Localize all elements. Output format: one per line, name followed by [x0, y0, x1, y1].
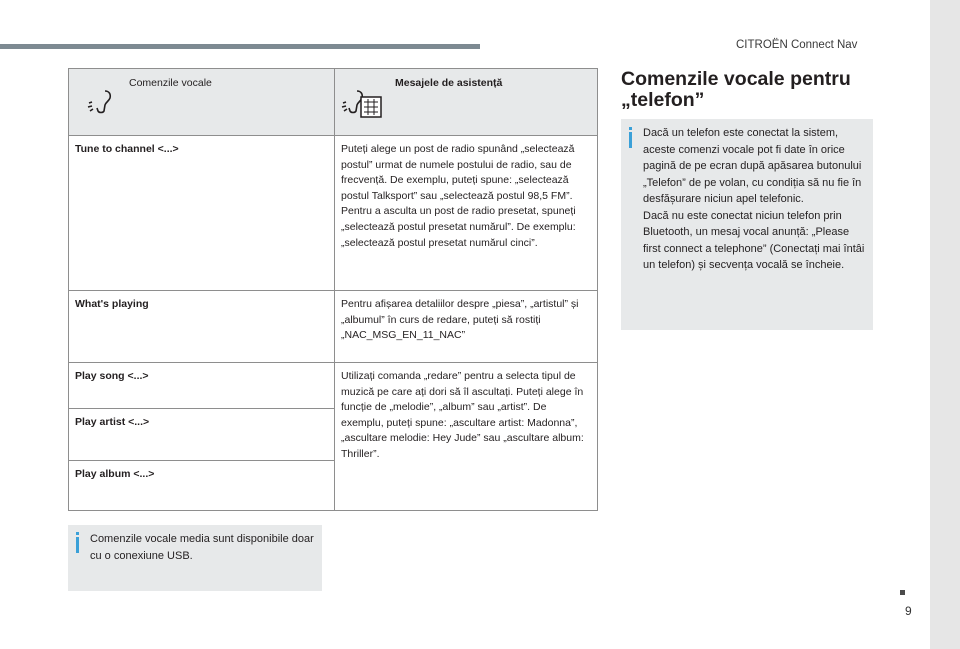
media-info-note — [68, 525, 322, 591]
command-cell: Play song <...> — [69, 363, 335, 409]
header-help-label: Mesajele de asistență — [395, 77, 503, 89]
header-commands-label: Comenzile vocale — [129, 77, 212, 89]
command-cell: What's playing — [69, 291, 335, 363]
command-cell: Play artist <...> — [69, 409, 335, 461]
table-row — [69, 291, 598, 363]
section-title: Comenzile vocale pentru „telefon” — [621, 68, 851, 111]
voice-help-icon — [341, 83, 385, 121]
phone-info-paragraph-1: Dacă un telefon este conectat la sistem, aceste comenzi vocale pot fi date în orice pagină de pe ecran după apăsarea butonului „Telefon” de pe volan, cu condiția să nu fie în desfășurare niciun apel telefonic. — [643, 127, 862, 205]
media-info-text: Comenzile vocale media sunt disponibile doar cu o conexiune USB. — [90, 533, 314, 562]
brand-label: CITROËN Connect Nav — [736, 39, 858, 51]
command-cell: Tune to channel <...> — [69, 136, 335, 291]
header-cell-commands — [69, 69, 335, 136]
voice-command-icon — [83, 83, 117, 117]
page-number: 9 — [905, 604, 912, 618]
info-bar — [629, 132, 632, 148]
voice-commands-table — [68, 68, 598, 511]
phone-info-paragraph-2: Dacă nu este conectat niciun telefon prin Bluetooth, un mesaj vocal anunță: „Please first connect a telephone” (Conectați mai întâi un telefon) și secvența vocală se încheie. — [643, 209, 865, 271]
header-cell-help — [335, 69, 598, 136]
help-cell: Puteți alege un post de radio spunând „selectează postul” urmat de numele postului de radio, sau de frecvență. De exemplu, puteți spune: „selectează postul Talksport” sau „selectează postul 98,5 FM”. Pentru a asculta un post de radio presetat, spuneți „selectează postul presetat numărul”. De exemplu: „selectează postul presetat numărul cinci”. — [335, 136, 598, 291]
phone-info-text — [643, 125, 869, 274]
info-bar — [76, 537, 79, 553]
command-cell: Play album <...> — [69, 461, 335, 511]
table-row — [69, 136, 598, 291]
help-cell: Utilizați comanda „redare” pentru a selecta tipul de muzică pe care ați dori să îl ascultați. Puteți alege în funcție de „melodie”, „album” sau „artist”. De exemplu, puteți spune: „ascultare artist: Madonna”, „ascultare melodie: Hey Jude” sau „ascultare album: Thriller”. — [335, 363, 598, 511]
header-rule — [0, 44, 480, 49]
info-icon — [76, 532, 79, 535]
table-row — [69, 363, 598, 409]
info-icon — [629, 127, 632, 130]
page-marker — [900, 590, 905, 595]
help-cell: Pentru afișarea detaliilor despre „piesa”, „artistul” și „albumul” în curs de redare, puteți să rostiți „NAC_MSG_EN_11_NAC” — [335, 291, 598, 363]
table-header-row — [69, 69, 598, 136]
phone-info-note — [621, 119, 873, 330]
page-edge-strip — [930, 0, 960, 649]
